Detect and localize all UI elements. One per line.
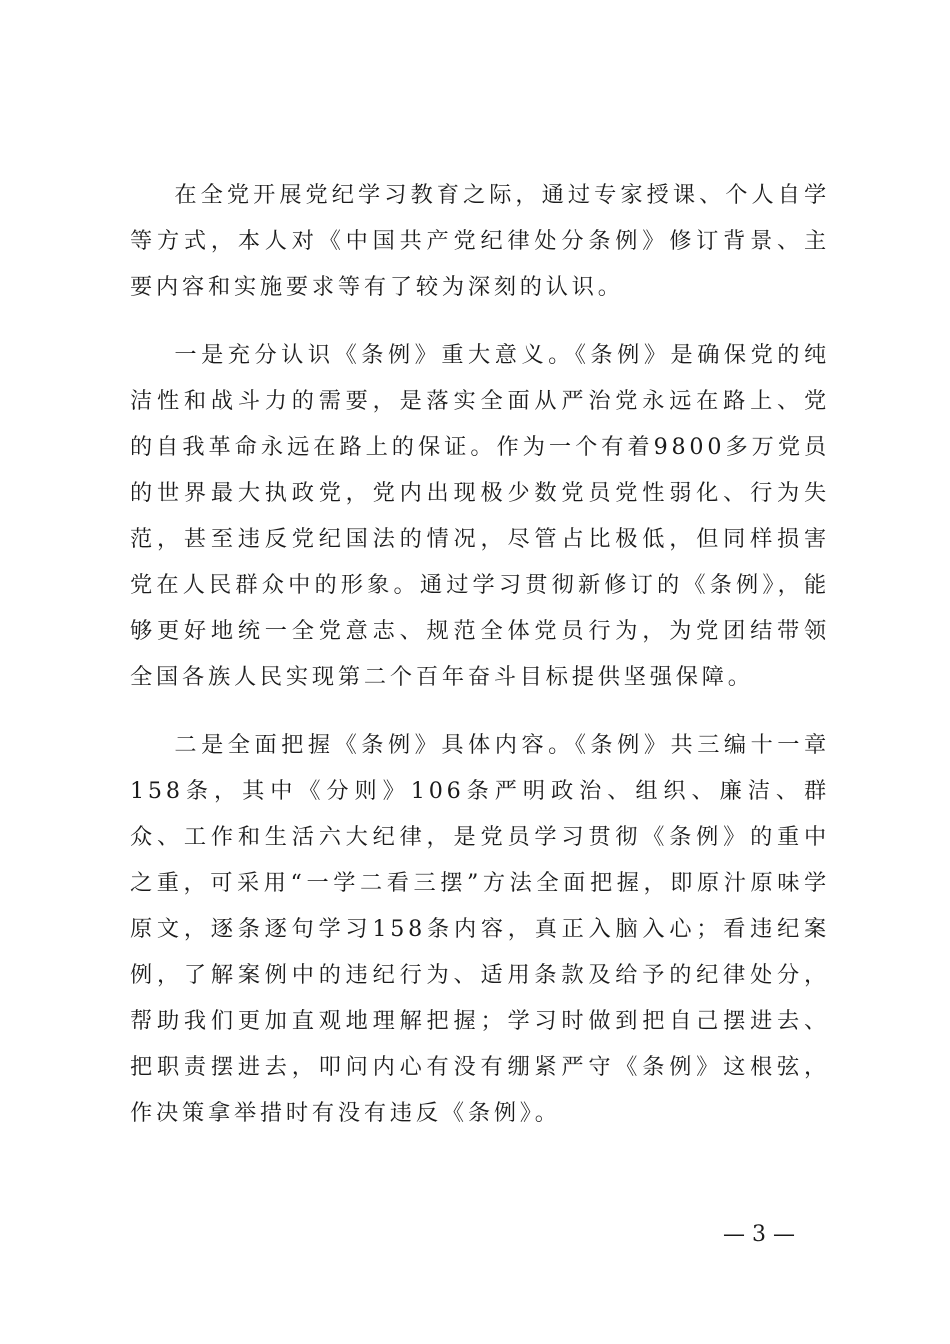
document-body <box>130 172 830 1158</box>
paragraph-content: 二是全面把握《条例》具体内容。《条例》共三编十一章158条，其中《分则》106条严明政治、组织、廉洁、群众、工作和生活六大纪律，是党员学习贯彻《条例》的重中之重，可采用“一学二看三摆”方法全面把握，即原汁原味学原文，逐条逐句学习158条内容，真正入脑入心；看违纪案例，了解案例中的违纪行为、适用条款及给予的纪律处分，帮助我们更加直观地理解把握；学习时做到把自己摆进去、把职责摆进去，叩问内心有没有绷紧严守《条例》这根弦，作决策拿举措时有没有违反《条例》。 <box>130 732 830 1126</box>
paragraph-significance: 一是充分认识《条例》重大意义。《条例》是确保党的纯洁性和战斗力的需要，是落实全面从严治党永远在路上、党的自我革命永远在路上的保证。作为一个有着9800多万党员的世界最大执政党，党内出现极少数党员党性弱化、行为失范，甚至违反党纪国法的情况，尽管占比极低，但同样损害党在人民群众中的形象。通过学习贯彻新修订的《条例》，能够更好地统一全党意志、规范全体党员行为，为党团结带领全国各族人民实现第二个百年奋斗目标提供坚强保障。 <box>130 342 830 690</box>
page-number: — 3 — <box>723 1222 795 1247</box>
paragraph-intro: 在全党开展党纪学习教育之际，通过专家授课、个人自学等方式，本人对《中国共产党纪律处分条例》修订背景、主要内容和实施要求等有了较为深刻的认识。 <box>130 182 830 300</box>
